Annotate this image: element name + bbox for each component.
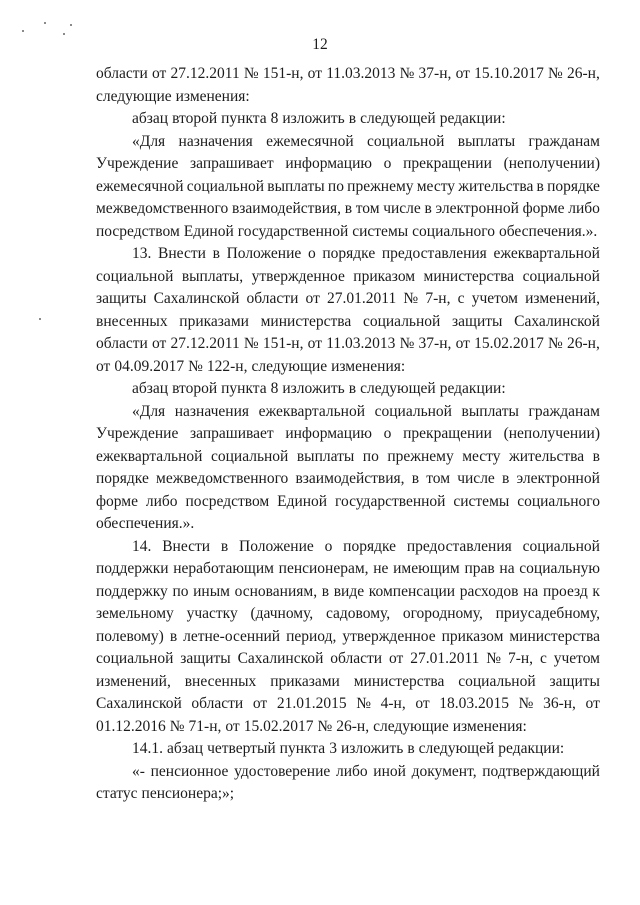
text-line: полевому) в летне-осенний период, утвержденное приказом министерства [96, 627, 600, 645]
text-line: форме либо посредством Единой государственной системы социального [96, 492, 600, 510]
text-line: защиты Сахалинской области от 27.01.2011 № 7-н, с учетом изменений, [96, 290, 600, 307]
document-body [96, 63, 600, 806]
paragraph-p-quote1 [96, 131, 600, 244]
text-line: Учреждение запрашивает информацию о прекращении (неполучении) [96, 155, 600, 172]
text-line: «Для назначения ежемесячной социальной выплаты гражданам [132, 132, 600, 150]
text-line: «Для назначения ежеквартальной социальной выплаты гражданам [132, 402, 600, 420]
text-line: «- пенсионное удостоверение либо иной документ, подтверждающий [132, 762, 600, 780]
text-line: порядке межведомственного взаимодействия, в том числе в электронной [96, 470, 600, 487]
text-line: социальной защиты Сахалинской области от 27.01.2011 № 7-н, с учетом [96, 650, 600, 667]
text-line: ежеквартальной социальной выплаты по прежнему месту жительства в [96, 447, 600, 465]
scan-speck [44, 22, 46, 24]
paragraph-p-abz2 [96, 378, 600, 401]
text-line: от 04.09.2017 № 122-н, следующие изменения: [96, 357, 406, 375]
text-line: обеспечения.». [96, 515, 195, 532]
text-line: 14. Внести в Положение о порядке предоставления социальной [132, 537, 600, 555]
text-line: Учреждение запрашивает информацию о прекращении (неполучении) [96, 425, 600, 442]
text-line: посредством Единой государственной системы социального обеспечения.». [96, 222, 598, 240]
text-line: 13. Внести в Положение о порядке предоставления ежеквартальной [132, 245, 600, 262]
text-line: следующие изменения: [96, 87, 250, 105]
text-line: 14.1. абзац четвертый пункта 3 изложить в следующей редакции: [132, 740, 565, 757]
text-line: поддержку по иным основаниям, в виде компенсации расходов на проезд к [96, 582, 600, 600]
text-line: абзац второй пункта 8 изложить в следующей редакции: [132, 380, 506, 397]
paragraph-p-cont [96, 63, 600, 108]
text-line: области от 27.12.2011 № 151-н, от 11.03.2013 № 37-н, от 15.02.2017 № 26-н, [96, 335, 600, 352]
scan-speck [63, 33, 65, 35]
text-line: области от 27.12.2011 № 151-н, от 11.03.2013 № 37-н, от 15.10.2017 № 26-н, [96, 65, 600, 82]
text-line: абзац второй пункта 8 изложить в следующей редакции: [132, 110, 506, 127]
paragraph-p-quote2 [96, 401, 600, 536]
text-line: земельному участку (дачному, садовому, огородному, приусадебному, [96, 605, 600, 622]
scan-speck [70, 24, 72, 26]
text-line: межведомственного взаимодействия, в том числе в электронной форме либо [96, 200, 600, 217]
text-line: внесенных приказами министерства социальной защиты Сахалинской [96, 312, 600, 330]
text-line: социальной выплаты, утвержденное приказом министерства социальной [96, 267, 600, 285]
text-line: поддержки неработающим пенсионерам, не имеющим прав на социальную [96, 560, 600, 577]
text-line: ежемесячной социальной выплаты по прежнему месту жительства в порядке [96, 177, 600, 195]
paragraph-p-14-1 [96, 738, 600, 761]
scan-speck [39, 318, 41, 320]
paragraph-p-abz1 [96, 108, 600, 131]
text-line: 01.12.2016 № 71-н, от 15.02.2017 № 26-н, следующие изменения: [96, 717, 527, 735]
paragraph-p-14 [96, 536, 600, 739]
scan-speck [22, 30, 24, 32]
paragraph-p-quote3 [96, 761, 600, 806]
text-line: статус пенсионера;»; [96, 785, 235, 802]
text-line: Сахалинской области от 21.01.2015 № 4-н, от 18.03.2015 № 36-н, от [96, 695, 600, 712]
page-number: 12 [312, 36, 328, 53]
text-line: изменений, внесенных приказами министерства социальной защиты [96, 672, 600, 690]
paragraph-p-13 [96, 243, 600, 378]
